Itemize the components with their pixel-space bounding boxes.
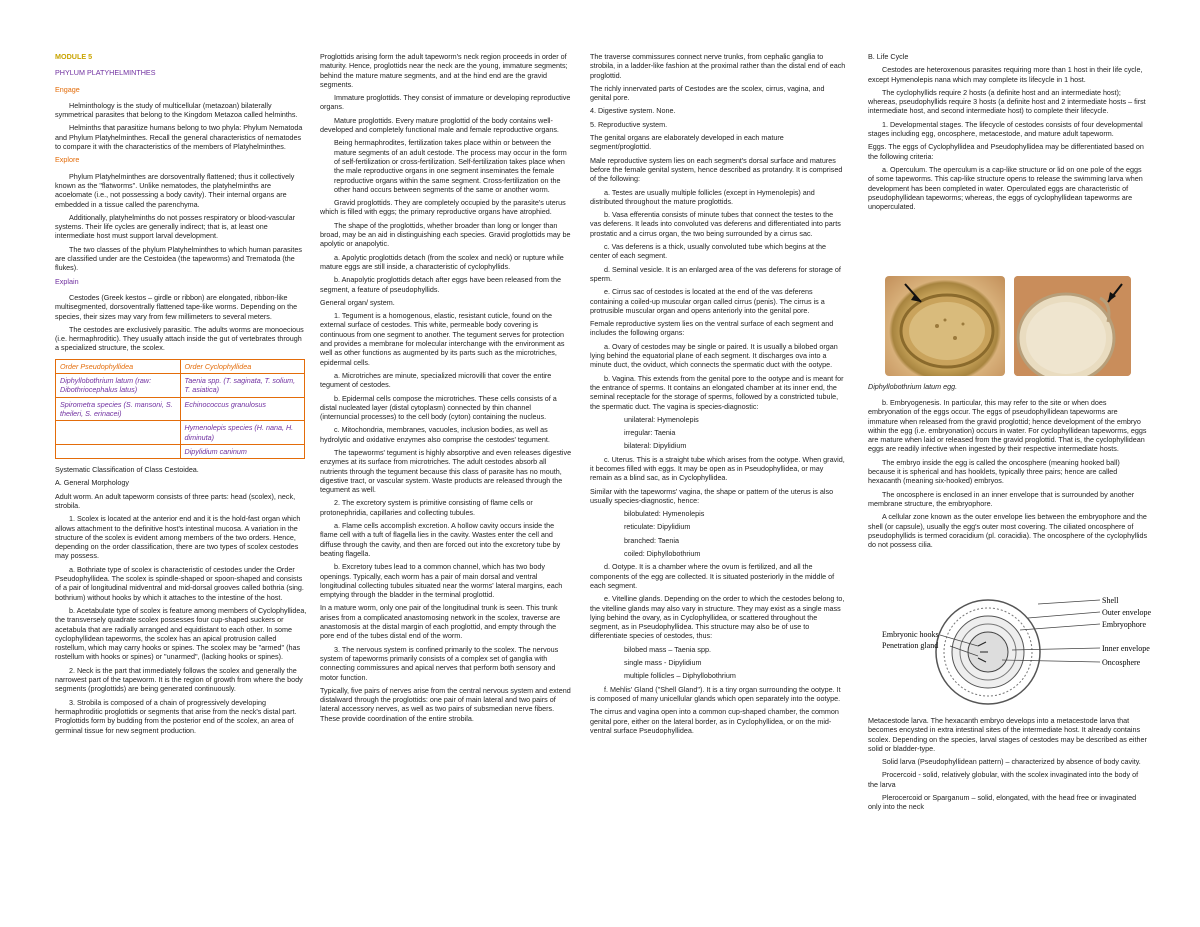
classification-table bbox=[55, 359, 305, 459]
paragraph: Plerocercoid or Sparganum – solid, elongated, with the head free or invaginated only into the neck bbox=[868, 793, 1137, 812]
table-header: Order Cyclophyllidea bbox=[180, 359, 305, 373]
paragraph: General organ/ system. bbox=[320, 297, 395, 307]
column-2 bbox=[320, 52, 572, 727]
paragraph: a. Flame cells accomplish excretion. A hollow cavity occurs inside the flame cell with a tuft of flagella lies in the cavity. Wastes enter the cell and diffuse through the cavity, and then are forced out into the excretory tube by beating flagella. bbox=[320, 521, 561, 558]
paragraph: Male reproductive system lies on each segment's dorsal surface and matures before the female genital system, hence described as protandry. It is comprised of the following: bbox=[590, 155, 843, 184]
list-item: branched: Taenia bbox=[624, 535, 680, 545]
paragraph: a. Bothriate type of scolex is characteristic of cestodes under the Order Pseudophyllidea. The scolex is spindle-shaped or spoon-shaped and consists of a pair of longitudinal midventral and mid-dorsal grooves called bothria (sing. bothrium) without hooks by which it attaches to the intestine of the host. bbox=[55, 564, 304, 602]
paragraph: 5. Reproductive system. bbox=[590, 119, 668, 129]
paragraph: In a mature worm, only one pair of the longitudinal trunk is seen. This trunk arises from a complicated anastomosing network in the scolex, traverse are anastomosis at the distal margin of each proglottid, and empty through the pore end of the tubes distal end of the worm. bbox=[320, 603, 561, 641]
paragraph: b. Vasa efferentia consists of minute tubes that connect the testes to the vas deferens. It leads into convoluted vas deferens and differentiated into parts prostatic and a cirrus organ, the two being surrounded by a cirrus sac. bbox=[590, 210, 841, 238]
paragraph: Phylum Platyhelminthes are dorsoventrally flattened; thus it collectively known as the "flatworms". Unlike nematodes, the platyhelminths are acoelomate (i.e., not possessing a body cavity). Their internal organs are embedded in a tissue called the parenchyma. bbox=[55, 171, 295, 209]
table-cell: Dipylidium caninum bbox=[180, 444, 305, 458]
paragraph: b. Embryogenesis. In particular, this may refer to the site or when does embryonation of the eggs occur. The eggs of pseudophyllidean tapeworms are immature when released from the gravid proglottid; hence development of the embryo within the egg (i.e. embryonation) occurs in water. For cyclophyllidean tapeworms, eggs are mature when laid or released from the gravid proglottid. That is, the cyclophyllidean eggs are readily infective when ingested by their respective intermediate hosts. bbox=[868, 398, 1147, 454]
paragraph: Proglottids arising form the adult tapeworm's neck region proceeds in order of maturity. Hence, proglottids near the neck are the young, immature segments; behind the mature mature segments, and at the hind end are the gravid segments. bbox=[320, 52, 568, 89]
paragraph: Metacestode larva. The hexacanth embryo develops into a metacestode larva that becomes encysted in extra intestinal sites of the intermediate host. It already contains scolex. Depending on the species, larval stages of cestodes may be described as either solid or bladder-type. bbox=[868, 716, 1147, 753]
egg-left-drawing bbox=[885, 276, 1005, 376]
paragraph: Cestodes are heteroxenous parasites requiring more than 1 host in their life cycle, except Hymenolepis nana which may complete its lifecycle in 1 host. bbox=[868, 65, 1143, 84]
paragraph: 3. The nervous system is confined primarily to the scolex. The nervous system of tapeworms primarily consists of a complex set of ganglia with connecting commissures and apical nerves that perform both sensory and motor function. bbox=[320, 644, 559, 682]
list-item: single mass - Dipylidium bbox=[624, 658, 702, 668]
list-item: coiled: Diphyllobothrium bbox=[624, 549, 701, 559]
paragraph: Helminths that parasitize humans belong to two phyla: Phylum Nematoda and Phylum Platyhelminthes. Recall the general characteristics of nematodes to compare it with the characteristics of the members of Platyhelminthes. bbox=[55, 123, 303, 152]
paragraph: b. Vagina. This extends from the genital pore to the ootype and is meant for the entrance of sperms. It contains an elongated chamber at its inner end, the seminal receptacle for the storage of sperms, followed by a constricted tubule, the spermatic duct. The vagina is species-diagnostic: bbox=[590, 373, 844, 411]
paragraph: a. Microtriches are minute, specialized microvilli that cover the entire tegument of cestodes. bbox=[320, 370, 552, 390]
paragraph: B. Life Cycle bbox=[868, 52, 909, 61]
list-item: bilobulated: Hymenolepis bbox=[624, 509, 705, 519]
paragraph: 1. Developmental stages. The lifecycle of cestodes consists of four developmental stages including egg, oncosphere, metacestode, and mature adult tapeworm. bbox=[868, 119, 1143, 139]
paragraph: a. Ovary of cestodes may be single or paired. It is usually a bilobed organ lying behind the equatorial plane of each segment. It discharges ova into a minute duct, the oviduct, which connects the spermatic duct with the ootype. bbox=[590, 341, 838, 370]
paragraph: a. Apolytic proglottids detach (from the scolex and neck) or rupture while mature eggs are still inside, a characteristic of cyclophyllids. bbox=[320, 252, 564, 271]
paragraph: 1. Scolex is located at the anterior end and it is the hold-fast organ which allows attachment to the definitive host's intestinal mucosa. A variation in the structure of the scolex is evident among members of the two orders. Hence, depending on the order classification, there are two types of scolex cestodes may possess. bbox=[55, 514, 301, 561]
paragraph: Gravid proglottids. They are completely occupied by the parasite's uterus which is filled with eggs; the primary reproductive organs have atrophied. bbox=[320, 198, 566, 217]
label-embryonic-hooks: Embryonic hooks bbox=[882, 630, 939, 639]
paragraph: Cestodes (Greek kestos – girdle or ribbon) are elongated, ribbon-like multisegmented, dorsoventrally flattened tape-like worms. Depending on the species, their sizes may vary from few millimeters to several meters. bbox=[55, 292, 298, 321]
paragraph: a. Testes are usually multiple follicles (except in Hymenolepis) and distributed throughout the mature proglottids. bbox=[590, 187, 815, 206]
paragraph: b. Epidermal cells compose the microtriches. These cells consists of a distal nucleated layer (distal cytoplasm) connected by thin channel (internuncial processes) to the cell body (cyton) containing the nucleus. bbox=[320, 393, 557, 422]
paragraph: f. Mehlis' Gland ("Shell Gland"). It is a tiny organ surrounding the ootype. It is composed of many unicellular glands which open separately into the ootype. bbox=[590, 684, 841, 703]
egg-structure-diagram bbox=[878, 590, 1158, 710]
paragraph: c. Mitochondria, membranes, vacuoles, inclusion bodies, as well as hydrolytic and oxidative enzymes also comprise the cestodes' tegument. bbox=[320, 425, 550, 444]
paragraph: The traverse commissures connect nerve trunks, from cephalic ganglia to strobila, in a ladder-like fashion at the proximal rather than the distal end of each proglottid. bbox=[590, 52, 846, 80]
paragraph: Additionally, platyhelminths do not posses respiratory or blood-vascular systems. Their life cycles are generally indirect; that is, at least one intermediate host must support larval development. bbox=[55, 212, 295, 241]
engage-heading: Engage bbox=[55, 84, 80, 94]
table-cell: Hymenolepis species (H. nana, H. diminuta) bbox=[180, 421, 305, 445]
paragraph: The cirrus and vagina open into a common cup-shaped chamber, the common genital pore, either on the lateral border, as in Cyclophyllidea, or on the mid-ventral surface Pseudophyllidea. bbox=[590, 707, 839, 735]
egg-photo-right bbox=[1014, 276, 1131, 376]
paragraph: The two classes of the phylum Platyhelminthes to which human parasites are classified under are the Cestoidea (the tapeworms) and Trematoda (the flukes). bbox=[55, 244, 302, 273]
paragraph: The genital organs are elaborately developed in each mature segment/proglottid. bbox=[590, 133, 784, 152]
column-4-bottom bbox=[868, 716, 1148, 816]
label-embryophore: Embryophore bbox=[1102, 620, 1146, 629]
column-1 bbox=[55, 52, 307, 739]
paragraph: d. Seminal vesicle. It is an enlarged area of the vas deferens for storage of sperm. bbox=[590, 264, 841, 283]
paragraph: Being hermaphrodites, fertilization takes place within or between the mature segments of an adult cestode. The process may occur in the form of self-fertilization or cross-fertilization. Self-fertilization takes place when the male reproductive organs in one segment inseminates the female reproductive organs within the same segment. Cross-fertilization on the other hand occurs between segments of the same or another worm. bbox=[334, 138, 567, 194]
paragraph: The cyclophyllids require 2 hosts (a definite host and an intermediate host); whereas, pseudophyllids require 3 hosts (a definite host and 2 intermediate hosts – first intermediate host, and second intermediate host) to complete their lifecycle. bbox=[868, 87, 1146, 116]
column-4-lower bbox=[868, 398, 1148, 553]
paragraph: The embryo inside the egg is called the oncosphere (meaning hooked ball) because it is spherical and has hooklets, typically three pairs; hence are called hexacanth (meaning six-hooked) embryos. bbox=[868, 457, 1120, 486]
table-cell: Taenia spp. (T. saginata, T. solium, T. asiatica) bbox=[180, 374, 305, 398]
table-cell: Diphyllobothrium latum (raw: Dibothriocephalus latus) bbox=[56, 374, 181, 398]
table-cell bbox=[56, 421, 181, 445]
paragraph: The cestodes are exclusively parasitic. The adults worms are monoecious (i.e. hermaphroditic). They usually attach inside the gut of vertebrates through a specialized structure, the scolex. bbox=[55, 324, 304, 353]
list-item: bilobed mass – Taenia spp. bbox=[624, 644, 711, 654]
explain-heading: Explain bbox=[55, 276, 79, 286]
label-oncosphere: Oncosphere bbox=[1102, 658, 1141, 667]
module-title: MODULE 5 bbox=[55, 52, 93, 61]
paragraph: b. Excretory tubes lead to a common channel, which has two body openings. Typically, each worm has a pair of main dorsal and ventral longitudinal collecting tubules situated near the worms' lateral margins, each emptying through the bladder in the terminal proglottid. bbox=[320, 562, 563, 600]
explore-heading: Explore bbox=[55, 155, 80, 165]
paragraph: The richly innervated parts of Cestodes are the scolex, cirrus, vagina, and genital pore. bbox=[590, 83, 825, 103]
label-penetration-gland: Penetration gland bbox=[882, 641, 939, 650]
paragraph: Systematic Classification of Class Cestoidea. bbox=[55, 465, 199, 475]
paragraph: 2. Neck is the part that immediately follows the scolex and generally the narrowest part of the tapeworm. It is the region of growth from where the body segments (proglottids) are being generated continuously. bbox=[55, 665, 303, 694]
list-item: reticulate: Dipylidium bbox=[624, 522, 691, 532]
paragraph: Similar with the tapeworms' vagina, the shape or pattern of the uterus is also usually species-diagnostic, hence: bbox=[590, 486, 834, 505]
phylum-heading: PHYLUM PLATYHELMINTHES bbox=[55, 68, 156, 78]
table-cell: Spirometra species (S. mansoni, S. theileri, S. erinacei) bbox=[56, 397, 181, 421]
paragraph: c. Uterus. This is a straight tube which arises from the ootype. When gravid, it becomes filled with eggs. It may be open as in Pseudophyllidea, or may remain as a blind sac, as in Cyclophyllidea. bbox=[590, 454, 845, 483]
paragraph: Helminthology is the study of multicellular (metazoan) bilaterally symmetrical parasites that belong to the Kingdom Metazoa called helminths. bbox=[55, 100, 298, 120]
label-outer-envelope: Outer envelope bbox=[1102, 608, 1152, 617]
paragraph: d. Ootype. It is a chamber where the ovum is fertilized, and all the components of the egg are collected. It is situated posteriorly in the middle of each segment. bbox=[590, 562, 835, 590]
paragraph: 3. Strobila is composed of a chain of progressively developing hermaphroditic proglottids or segments that arise from the neck's distal part. Proglottids form by budding from the posterior end of the scolex, an area of germinal tissue for new segment production. bbox=[55, 697, 297, 735]
paragraph: a. Operculum. The operculum is a cap-like structure or lid on one pole of the eggs of some tapeworms. This cap-like structure opens to release the swimming larva when development has been completed in water. Operculated eggs are characteristic of pseudophyllidean tapeworms; whereas, the eggs of cyclophyllidean tapeworms are unoperculated. bbox=[868, 164, 1143, 212]
list-item: multiple follicles – Diphyllobothrium bbox=[624, 671, 736, 681]
list-item: bilateral: Dipylidium bbox=[624, 441, 687, 451]
label-shell: Shell bbox=[1102, 596, 1119, 605]
paragraph: b. Anapolytic proglottids detach after eggs have been released from the segment, a feature of pseudophyllids. bbox=[320, 275, 561, 294]
label-inner-envelope: Inner envelope bbox=[1102, 644, 1150, 653]
paragraph: e. Cirrus sac of cestodes is located at the end of the vas deferens containing a coiled-up muscular organ called cirrus (penis). The cirrus is a protrusible muscular organ and opens anteriorly into the genital pore. bbox=[590, 287, 825, 315]
egg-right-drawing bbox=[1014, 276, 1131, 376]
paragraph: Adult worm. An adult tapeworm consists of three parts: head (scolex), neck, strobila. bbox=[55, 491, 296, 510]
paragraph: A cellular zone known as the outer envelope lies between the embryophore and the shell (or capsule), usually the egg's outer most covering. The ciliated oncosphere of pseudophyllids is termed coracidium (pl. coracidia). The oncosphere of the cyclophyllids do not possess cilia. bbox=[868, 512, 1148, 550]
column-3 bbox=[590, 52, 846, 739]
paragraph: c. Vas deferens is a thick, usually convoluted tube which begins at the center of each segment. bbox=[590, 242, 827, 261]
paragraph: The shape of the proglottids, whether broader than long or longer than broad, may be an aid in distinguishing each species. Gravid proglottids may be apolytic or anapolytic. bbox=[320, 220, 571, 249]
paragraph: e. Vitelline glands. Depending on the order to which the cestodes belong to, the vitelline glands may also vary in structure. They may exist as a single mass lying behind the ovary, as in Cyclophyllidea, or scattered throughout the segment, as in Pseudophyllidea. This structure may also be of use to differentiate species of cestodes, thus: bbox=[590, 594, 845, 641]
paragraph: 2. The excretory system is primitive consisting of flame cells or protonephridia, capillaries and collecting tubules. bbox=[320, 498, 533, 517]
egg-photo-left bbox=[885, 276, 1005, 376]
paragraph: 4. Digestive system. None. bbox=[590, 106, 676, 116]
table-cell bbox=[56, 444, 181, 458]
table-header: Order Pseudophyllidea bbox=[56, 359, 181, 373]
paragraph: 1. Tegument is a homogenous, elastic, resistant cuticle, found on the external surface of cestodes. This white, permeable body covering is continuous from one segment to another. The tegument serves for protection and provides a membrane for molecular interchange with the environment as well as other functions as augmented by its parts such as the microtriches, epidermal cells. bbox=[320, 311, 565, 367]
paragraph: Solid larva (Pseudophyllidean pattern) – characterized by absence of body cavity. bbox=[882, 757, 1141, 767]
paragraph: The oncosphere is enclosed in an inner envelope that is surrounded by another membrane structure, the embryophore. bbox=[868, 489, 1135, 508]
paragraph: Immature proglottids. They consist of immature or developing reproductive organs. bbox=[320, 93, 571, 112]
paragraph: b. Acetabulate type of scolex is feature among members of Cyclophyllidea, the transversely quadrate scolex possesses four cup-shaped suckers or acetabula that are radially arranged and equidistant to each other. In some cyclophyllidean tapeworms, the scolex has an apical protrusion called rostellum, which may carry hooks or spines. The scolex may be "armed" (has rostellum with hooks or spines) or "unarmed", (lacking hooks or spines). bbox=[55, 605, 307, 662]
column-4 bbox=[868, 52, 1148, 215]
paragraph: The tapeworms' tegument is highly absorptive and even releases digestive enzymes at its surface from microtriches. The adult cestodes absorb all nutrients through the tegument because this class of parasite has no mouth, digestive tract, or vascular system. Waste products are released through the tegument as well. bbox=[320, 447, 572, 495]
paragraph: Typically, five pairs of nerves arise from the central nervous system and extend distalward through the proglottids: one pair of main lateral and two pairs of lateral accessory nerves, as well as two pairs of subsmedian nerve fibers. These provide coordination of the entire strobila. bbox=[320, 685, 571, 723]
list-item: irregular: Taenia bbox=[624, 428, 676, 438]
paragraph: Female reproductive system lies on the ventral surface of each segment and includes the following organs: bbox=[590, 319, 834, 338]
egg-caption: Diphyllobothrium latum egg. bbox=[868, 382, 958, 391]
paragraph: Procercoid - solid, relatively globular, with the scolex invaginated into the body of the larva bbox=[868, 770, 1139, 789]
paragraph: A. General Morphology bbox=[55, 478, 129, 488]
paragraph: Eggs. The eggs of Cyclophyllidea and Pseudophyllidea may be differentiated based on the following criteria: bbox=[868, 142, 1144, 161]
list-item: unilateral: Hymenolepis bbox=[624, 414, 699, 424]
table-cell: Echinococcus granulosus bbox=[180, 397, 305, 421]
paragraph: Mature proglottids. Every mature proglottid of the body contains well-developed and completely functional male and female reproductive organs. bbox=[320, 115, 559, 135]
